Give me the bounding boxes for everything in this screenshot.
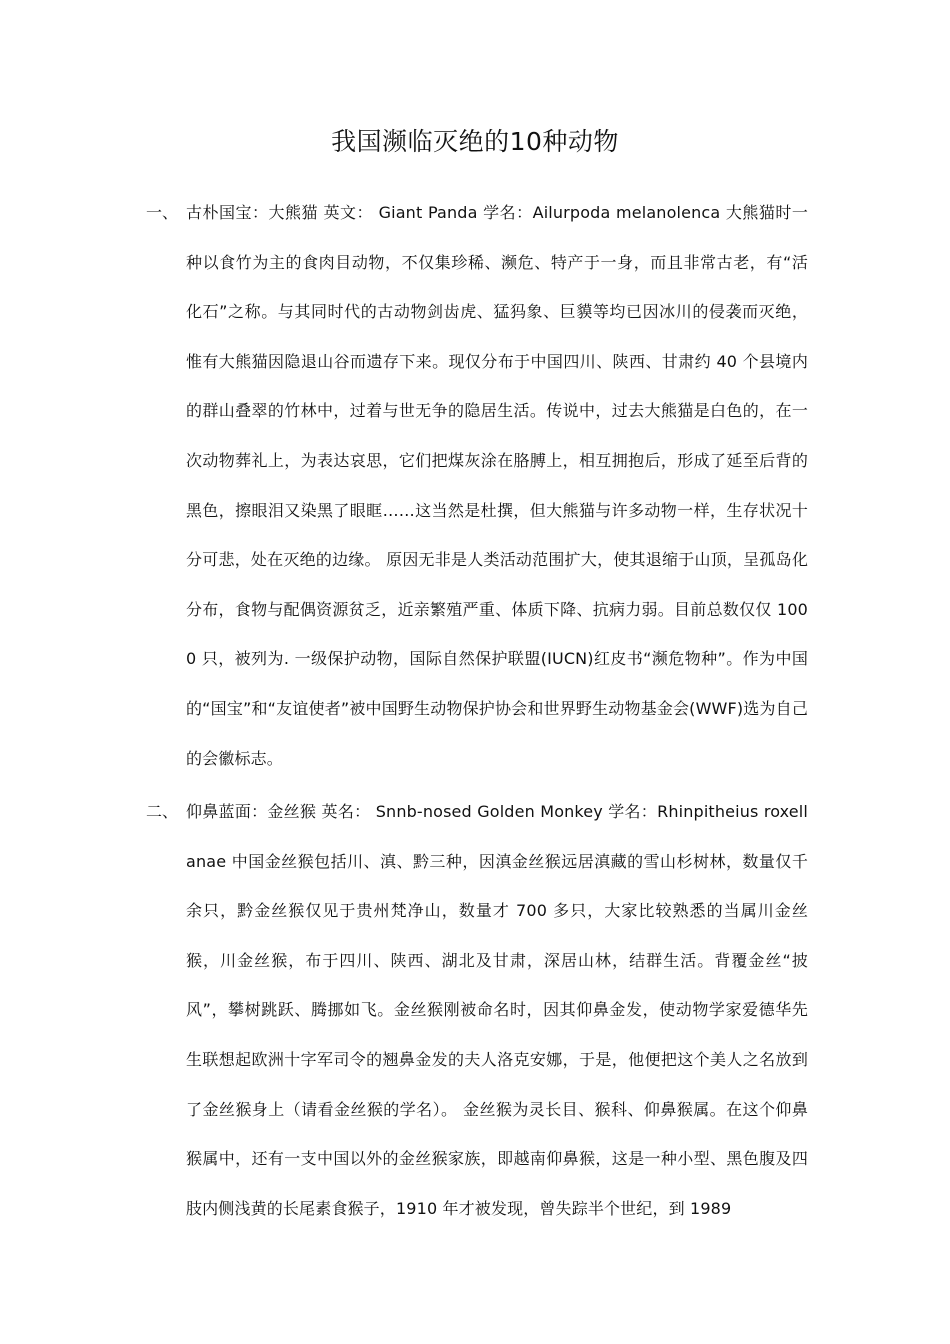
item-paragraph: 古朴国宝：大熊猫 英文： Giant Panda 学名：Ailurpoda melanolenca 大熊猫时一种以食竹为主的食肉目动物，不仅集珍稀、濒危、特产于一身，而且非常古老，有“活化石”之称。与其同时代的古动物剑齿虎、猛犸象、巨貘等均已因冰川的侵袭而灭绝，惟有大熊猫因隐退山谷而遗存下来。现仅分布于中国四川、陕西、甘肃约 40 个县境内的群山叠翠的竹林中，过着与世无争的隐居生活。传说中，过去大熊猫是白色的，在一次动物葬礼上，为表达哀思，它们把煤灰涂在胳膊上，相互拥抱后，形成了延至后背的黑色，擦眼泪又染黑了眼眶……这当然是杜撰，但大熊猫与许多动物一样，生存状况十分可悲，处在灭绝的边缘。 原因无非是人类活动范围扩大，使其退缩于山顶，呈孤岛化分布，食物与配偶资源贫乏，近亲繁殖严重、体质下降、抗病力弱。目前总数仅仅 1000 只，被列为. 一级保护动物，国际自然保护联盟(IUCN)红皮书“濒危物种”。作为中国的“国宝”和“友谊使者”被中国野生动物保护协会和世界野生动物基金会(WWF)选为自己的会徽标志。: [186, 203, 808, 768]
item-number: 一、: [146, 203, 179, 222]
item-number: 二、: [146, 802, 179, 821]
item-paragraph: 仰鼻蓝面：金丝猴 英名： Snnb-nosed Golden Monkey 学名：Rhinpitheius roxellanae 中国金丝猴包括川、滇、黔三种，因滇金丝猴远居滇藏的雪山杉树林，数量仅千余只，黔金丝猴仅见于贵州梵净山，数量才 700 多只，大家比较熟悉的当属川金丝猴，川金丝猴，布于四川、陕西、湖北及甘肃，深居山林，结群生活。背覆金丝“披风”，攀树跳跃、腾挪如飞。金丝猴刚被命名时，因其仰鼻金发，使动物学家爱德华先生联想起欧洲十字军司令的翘鼻金发的夫人洛克安娜，于是，他便把这个美人之名放到了金丝猴身上（请看金丝猴的学名）。 金丝猴为灵长目、猴科、仰鼻猴属。在这个仰鼻猴属中，还有一支中国以外的金丝猴家族，即越南仰鼻猴，这是一种小型、黑色腹及四肢内侧浅黄的长尾素食猴子，1910 年才被发现，曾失踪半个世纪，到 1989: [186, 802, 808, 1218]
page-title: 我国濒临灭绝的10种动物: [331, 127, 619, 156]
